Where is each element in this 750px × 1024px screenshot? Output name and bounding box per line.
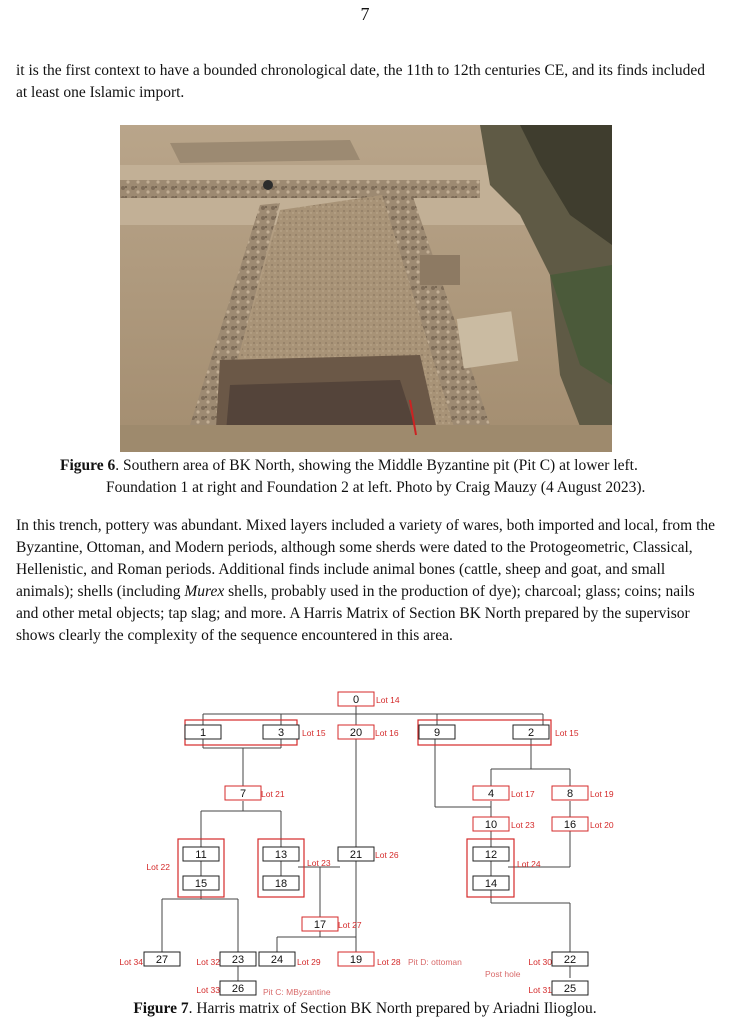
harris-matrix-svg: [100, 685, 660, 998]
lot-label-lot19: Lot 19: [590, 789, 614, 799]
matrix-node-8: [552, 786, 588, 800]
matrix-node-27: [144, 952, 180, 966]
matrix-node-12: [473, 847, 509, 861]
matrix-node-19: [338, 952, 374, 966]
matrix-node-23: [220, 952, 256, 966]
matrix-node-label: 11: [195, 849, 207, 861]
figure6-text-line1: . Southern area of BK North, showing the Middle Byzantine pit (Pit C) at lower left.: [115, 457, 638, 474]
matrix-node-0: [338, 692, 374, 706]
lot-label-lot28: Lot 28: [377, 957, 401, 967]
lot-label-lot32: Lot 32: [196, 957, 220, 967]
matrix-node-label: 0: [352, 694, 360, 706]
matrix-node-label: 2: [527, 727, 535, 739]
matrix-node-label: 14: [484, 878, 498, 890]
paragraph-finds-italic: Murex: [184, 583, 225, 600]
lot-label-lot23b: Lot 23: [307, 858, 331, 868]
matrix-node-label: 23: [231, 954, 245, 966]
lot-label-lot34: Lot 34: [119, 957, 143, 967]
lot-label-lot15b: Lot 15: [555, 728, 579, 738]
lot-label-lot33: Lot 33: [196, 985, 220, 995]
figure7-caption: [0, 998, 730, 1020]
matrix-node-label: 4: [487, 788, 495, 800]
excavation-photo: [120, 125, 612, 452]
lot-label-lot27: Lot 27: [338, 920, 362, 930]
page-number: 7: [360, 4, 370, 24]
matrix-node-label: 13: [274, 849, 288, 861]
matrix-node-13: [263, 847, 299, 861]
matrix-node-18: [263, 876, 299, 890]
figure7-text: . Harris matrix of Section BK North prepared by Ariadni Ilioglou.: [188, 1000, 597, 1017]
harris-matrix: [100, 685, 660, 998]
lot-label-lot31: Lot 31: [528, 985, 552, 995]
matrix-node-label: 8: [566, 788, 574, 800]
lot-label-lot24: Lot 24: [517, 859, 541, 869]
figure7-label: Figure 7: [133, 1000, 189, 1017]
paragraph-finds-text-a: In this trench, pottery was abundant. Mixed layers included a variety of wares, both imported and local, from the Byzantine, Ottoman, and Modern periods, although some sherds were dated to the Protogeometric, Classical, Hellenistic, and Roman periods. Additional finds include animal bones (cattle, sheep and goat, and small animals); shells (including: [16, 517, 716, 600]
matrix-node-label: 10: [484, 819, 498, 831]
lot-label-lot17: Lot 17: [511, 789, 535, 799]
matrix-node-label: 17: [313, 919, 327, 931]
note-pit_c: Pit C: MByzantine: [263, 987, 331, 997]
matrix-node-label: 19: [349, 954, 363, 966]
matrix-node-label: 15: [194, 878, 208, 890]
paragraph-intro: it is the first context to have a bounded chronological date, the 11th to 12th centuries CE, and its finds included at least one Islamic import.: [16, 62, 706, 101]
matrix-node-label: 18: [274, 878, 288, 890]
matrix-node-3: [263, 725, 299, 739]
matrix-node-2: [513, 725, 549, 739]
matrix-node-label: 7: [239, 788, 247, 800]
matrix-node-16: [552, 817, 588, 831]
lot-label-lot29: Lot 29: [297, 957, 321, 967]
matrix-node-label: 1: [199, 727, 207, 739]
matrix-node-21: [338, 847, 374, 861]
matrix-node-label: 3: [277, 727, 285, 739]
matrix-node-11: [183, 847, 219, 861]
paragraph-finds-text-b: shells, probably used in the production of dye); charcoal; glass; coins; nails and other metal objects; tap slag; and more. A Harris Matrix of Section BK North prepared by the supervisor shows clearly the complexity of the sequence encountered in this area.: [16, 583, 695, 644]
matrix-node-label: 9: [433, 727, 441, 739]
matrix-nodes: [144, 692, 588, 995]
figure6-text-line2: Foundation 1 at right and Foundation 2 at left. Photo by Craig Mauzy (4 August 2023).: [106, 479, 646, 496]
matrix-node-1: [185, 725, 221, 739]
note-pit_d: Pit D: ottoman: [408, 957, 462, 967]
figure6-caption: [60, 455, 710, 499]
matrix-node-24: [259, 952, 295, 966]
matrix-node-label: 21: [349, 849, 363, 861]
matrix-node-label: 26: [231, 983, 245, 995]
figure6-label: Figure 6: [60, 457, 116, 474]
matrix-node-4: [473, 786, 509, 800]
matrix-lot-labels: [119, 695, 614, 995]
matrix-node-10: [473, 817, 509, 831]
matrix-node-15: [183, 876, 219, 890]
matrix-node-7: [225, 786, 261, 800]
matrix-node-26: [220, 981, 256, 995]
paragraph-finds: [16, 515, 716, 647]
matrix-node-17: [302, 917, 338, 931]
lot-label-lot30: Lot 30: [528, 957, 552, 967]
matrix-node-label: 22: [563, 954, 577, 966]
matrix-node-22: [552, 952, 588, 966]
lot-label-lot21: Lot 21: [261, 789, 285, 799]
lot-label-lot14: Lot 14: [376, 695, 400, 705]
matrix-node-label: 20: [349, 727, 363, 739]
lot-label-lot23a: Lot 23: [511, 820, 535, 830]
lot-label-lot22: Lot 22: [146, 862, 170, 872]
lot-label-lot16: Lot 16: [375, 728, 399, 738]
note-post_hole: Post hole: [485, 969, 521, 979]
lot-label-lot20: Lot 20: [590, 820, 614, 830]
excavation-photo-drawing: [120, 125, 612, 452]
matrix-node-14: [473, 876, 509, 890]
matrix-node-label: 25: [563, 983, 577, 995]
lot-label-lot26: Lot 26: [375, 850, 399, 860]
matrix-node-label: 16: [563, 819, 577, 831]
matrix-connectors: [162, 706, 570, 981]
matrix-node-label: 12: [484, 849, 498, 861]
matrix-node-25: [552, 981, 588, 995]
lot-label-lot15a: Lot 15: [302, 728, 326, 738]
matrix-lot-groups: [178, 720, 551, 897]
matrix-node-9: [419, 725, 455, 739]
matrix-node-label: 27: [155, 954, 169, 966]
matrix-node-20: [338, 725, 374, 739]
matrix-node-label: 24: [270, 954, 284, 966]
